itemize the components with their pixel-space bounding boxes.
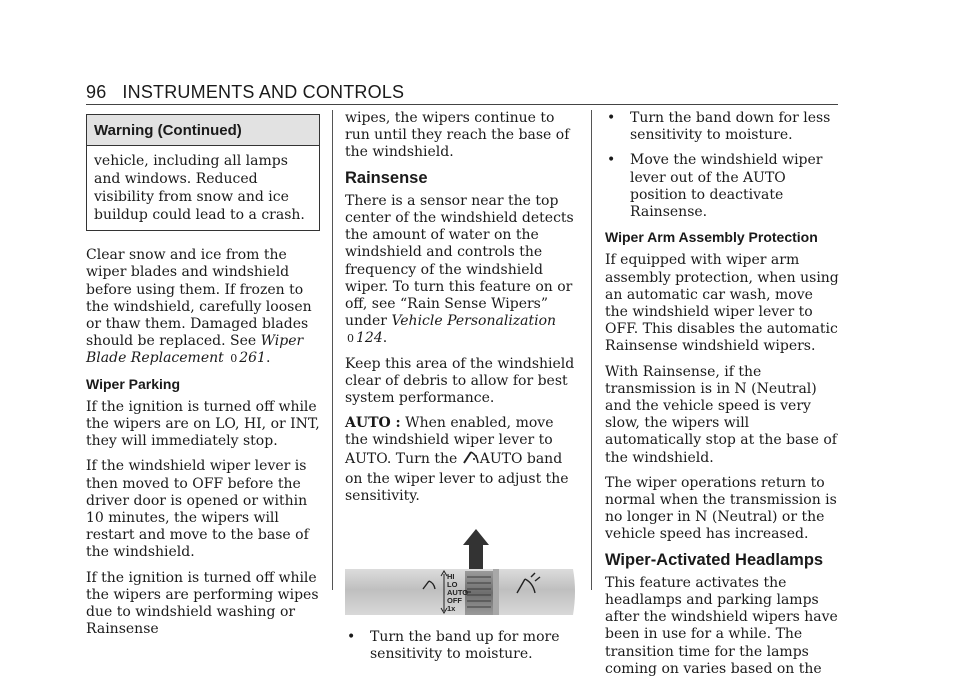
heading-wiper-activated-headlamps: Wiper-Activated Headlamps: [605, 550, 824, 569]
page-header: [86, 82, 404, 103]
bullet-dot: •: [607, 152, 616, 169]
lever-label-lo: LO: [447, 580, 458, 590]
vehicle-personalization-link[interactable]: Vehicle Personalization: [391, 313, 557, 330]
bullet-dot: •: [607, 110, 616, 126]
column-divider-1: [332, 110, 333, 590]
column-divider-2: [591, 110, 592, 590]
wiper-parking-p2: If the windshield wiper lever is then moved to OFF before the driver door is opened or within 10 minutes, the wipers will restart and move to the base of the windshield.: [86, 458, 309, 561]
heading-rainsense: Rainsense: [345, 168, 428, 187]
heading-wiper-arm-protection: Wiper Arm Assembly Protection: [605, 229, 818, 246]
bullet-text: Turn the band up for more sensitivity to moisture.: [370, 629, 560, 663]
wiper-parking-p3: If the ignition is turned off while the wipers are performing wipes due to windshield washing or Rainsense: [86, 569, 319, 638]
page-number: 96: [86, 82, 107, 102]
lever-label-hi: HI: [447, 572, 455, 582]
column-3: [605, 110, 839, 686]
wiper-arm-p2: With Rainsense, if the transmission is in N (Neutral) and the vehicle speed is very slow, the wipers will automatically stop at the base of the windshield.: [605, 363, 837, 466]
bullet-text: Move the windshield wiper lever out of the AUTO position to deactivate Rainsense.: [630, 152, 823, 221]
lever-label-auto: AUTO: [447, 588, 469, 598]
page-ref-261[interactable]: 261: [239, 350, 266, 367]
page-ref-arrow-icon: 0: [347, 332, 354, 346]
wiper-arm-p1: If equipped with wiper arm assembly protection, when using an automatic car wash, move the windshield wiper lever to OFF. This disables the automatic Rainsense windshield wipers.: [605, 252, 839, 355]
wiper-lever-illustration: [345, 519, 577, 619]
bullet-text: Turn the band down for less sensitivity to moisture.: [630, 110, 831, 144]
rainsense-p2: Keep this area of the windshield clear of debris to allow for best system performance.: [345, 355, 575, 407]
bullet-turn-up: [345, 629, 577, 663]
continued-paragraph: wipes, the wipers continue to run until they reach the base of the windshield.: [345, 110, 570, 161]
snow-ice-text: Clear snow and ice from the wiper blades and windshield before using them. If frozen to the windshield, carefully loosen or thaw them. Damaged blades should be replaced. See: [86, 247, 312, 350]
page-ref-arrow-icon: 0: [230, 352, 238, 366]
lever-label-off: OFF: [447, 596, 462, 606]
page-ref-124[interactable]: 124: [356, 330, 383, 347]
column-2: [345, 110, 577, 672]
lever-label-1x: 1x: [447, 604, 456, 614]
section-title: INSTRUMENTS AND CONTROLS: [122, 82, 405, 102]
period: .: [265, 350, 271, 367]
wiper-parking-p1: If the ignition is turned off while the wipers are on LO, HI, or INT, they will immediately stop.: [86, 398, 320, 450]
auto-text-a: When enabled, move the windshield wiper lever to AUTO. Turn the: [345, 415, 554, 467]
period: .: [382, 330, 388, 347]
bullet-turn-down: [605, 110, 839, 144]
wiper-blade-replacement-link[interactable]: Wiper Blade Replacement: [86, 333, 304, 367]
warning-title: Warning (Continued): [87, 115, 319, 146]
bullet-move-lever: [605, 152, 839, 221]
warning-box: [86, 114, 320, 231]
wiper-arm-p3: The wiper operations return to normal when the transmission is no longer in N (Neutral) or the vehicle speed has increased.: [605, 474, 837, 543]
sensitivity-band[interactable]: [465, 571, 493, 615]
rainsense-p1: [345, 193, 577, 348]
snow-ice-paragraph: [86, 247, 320, 367]
bullet-dot: •: [347, 629, 356, 646]
headlamps-p1: This feature activates the headlamps and parking lamps after the windshield wipers have been in use for a while. The transition time for the lamps coming on varies based on the: [605, 574, 838, 677]
column-1: [86, 110, 320, 646]
auto-label: AUTO :: [345, 415, 401, 432]
auto-text-b: AUTO band on the wiper lever to adjust the sensitivity.: [345, 450, 569, 505]
rainsense-text: There is a sensor near the top center of the windshield detects the amount of water on the windshield and controls the frequency of the windshield wiper. To turn this feature on or off, see “Rain Sense Wipers” under: [345, 192, 574, 330]
auto-paragraph: [345, 415, 577, 505]
rain-wiper-icon: [462, 450, 480, 471]
heading-wiper-parking: Wiper Parking: [86, 375, 181, 392]
arrow-up-icon: [463, 529, 489, 569]
warning-body: vehicle, including all lamps and windows. Reduced visibility from snow and ice buildup could lead to a crash.: [94, 153, 305, 224]
header-rule: [86, 104, 838, 105]
